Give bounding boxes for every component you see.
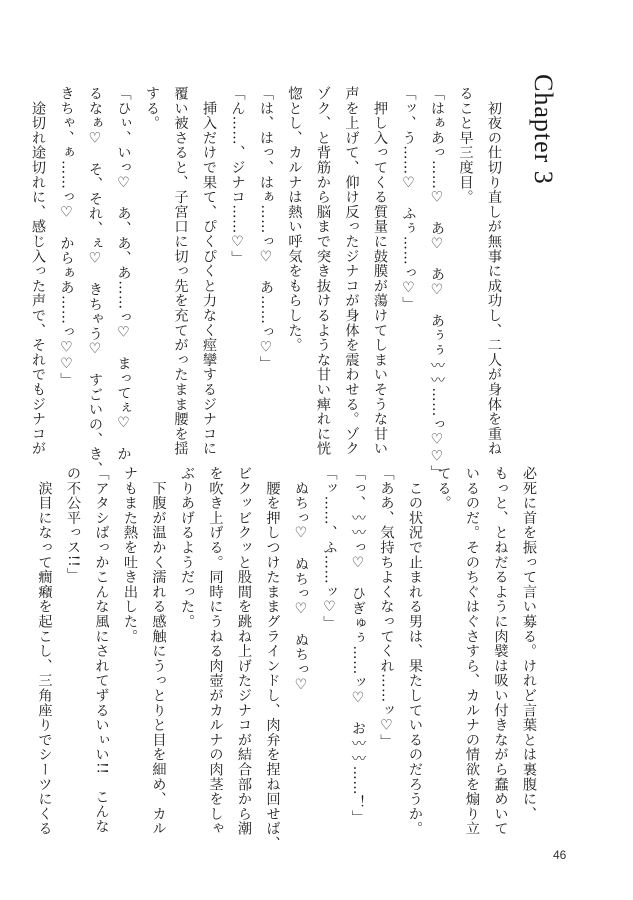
text-line: いるのだ。そのちぐはぐさすら、カルナの情欲を煽り立	[464, 466, 480, 836]
text-line: ナもまた熱を吐き出した。	[122, 466, 138, 644]
text-line: 下腹が温かく濡れる感触にうっとりと目を細め、カル	[150, 466, 167, 836]
text-line: を吹き上げる。同時にうねる肉壺がカルナの肉茎をしゃ	[207, 466, 224, 836]
text-line: この状況で止まれる男は、果たしているのだろうか。	[407, 466, 423, 836]
text-line: 「ひぃ、いっ♡ あ、あ、あ……っ♡ まってぇ♡ か	[115, 86, 132, 462]
text-line: 「っ、〰〰っ♡ ひぎゅぅ……ッ♡ お〰〰……！」	[350, 466, 366, 825]
text-line: ぬちっ♡ ぬちっ♡ ぬちっ♡	[293, 466, 309, 694]
text-line: 挿入だけで果て、ぴくぴくと力なく痙攣するジナコに	[201, 86, 217, 456]
text-line: の不公平っス!!」	[65, 466, 81, 583]
text-line: する。	[144, 86, 160, 131]
text-line: ぶりあげるようだった。	[179, 466, 195, 629]
text-line: きちゃ、ぁ……っ♡ からぁあ……っ♡♡」	[58, 86, 75, 388]
text-line: てる。	[435, 466, 452, 511]
text-line: 「アタシばっかこんな風にされてずるいぃい!! こんな	[93, 466, 110, 834]
page-number: 46	[553, 848, 567, 862]
text-line: 惚とし、カルナは熱い呼気をもらした。	[286, 86, 303, 353]
text-line: ビクッビクッと股間を跳ね上げたジナコが結合部から潮	[236, 466, 252, 836]
text-line: 「ああ、気持ちよくなってくれ……ッ♡」	[378, 466, 395, 749]
text-line: 「はぁあっ……♡ あ♡ あ♡ あぅぅ〰〰……っ♡♡」	[429, 86, 445, 480]
text-line: 「は、はっ、はぁ……っ♡ あ……っ♡」	[258, 86, 274, 371]
text-line: 「ッ……、ふ……ッ♡」	[321, 466, 338, 631]
text-line: 声を上げて、仰け反ったジナコが身体を震わせる。ゾク	[343, 86, 360, 456]
chapter-title: Chapter 3	[529, 74, 558, 185]
text-block-bottom	[30, 466, 543, 851]
text-line: るなぁ♡ そ、それ、ぇ♡ きちゃう♡ すごいの、き、	[87, 86, 103, 477]
text-line: 押し入ってくる質量に鼓膜が蕩けてしまいそうな甘い	[372, 86, 388, 456]
text-line: 途切れ途切れに、感じ入った声で、それでもジナコが	[30, 86, 46, 456]
text-line: 腰を押しつけたままグラインドし、肉弁を捏ね回せば、	[264, 466, 281, 851]
text-line: もっと、とねだるように肉襞は吸い付きながら蠢めいて	[492, 466, 509, 836]
text-line: 必死に首を振って言い募る。けれど言葉とは裏腹に、	[521, 466, 537, 822]
text-line: ゾク、と背筋から脳まで突き抜けるような甘い痺れに恍	[315, 86, 331, 456]
text-line: 「ッ、う……♡ ふぅ……っ♡」	[400, 86, 417, 312]
text-line: 覆い被さると、子宮口に切っ先を充てがったまま腰を揺	[172, 86, 189, 456]
text-block-top	[24, 86, 509, 480]
text-line: 初夜の仕切り直しが無事に成功し、二人が身体を重ね	[486, 86, 502, 456]
text-line: 「ん……、ジナコ……♡」	[229, 86, 246, 266]
text-line: ること早三度目。	[457, 86, 474, 205]
text-line: 涙目になって癇癪を起こし、三角座りでシーツにくる	[36, 466, 53, 836]
